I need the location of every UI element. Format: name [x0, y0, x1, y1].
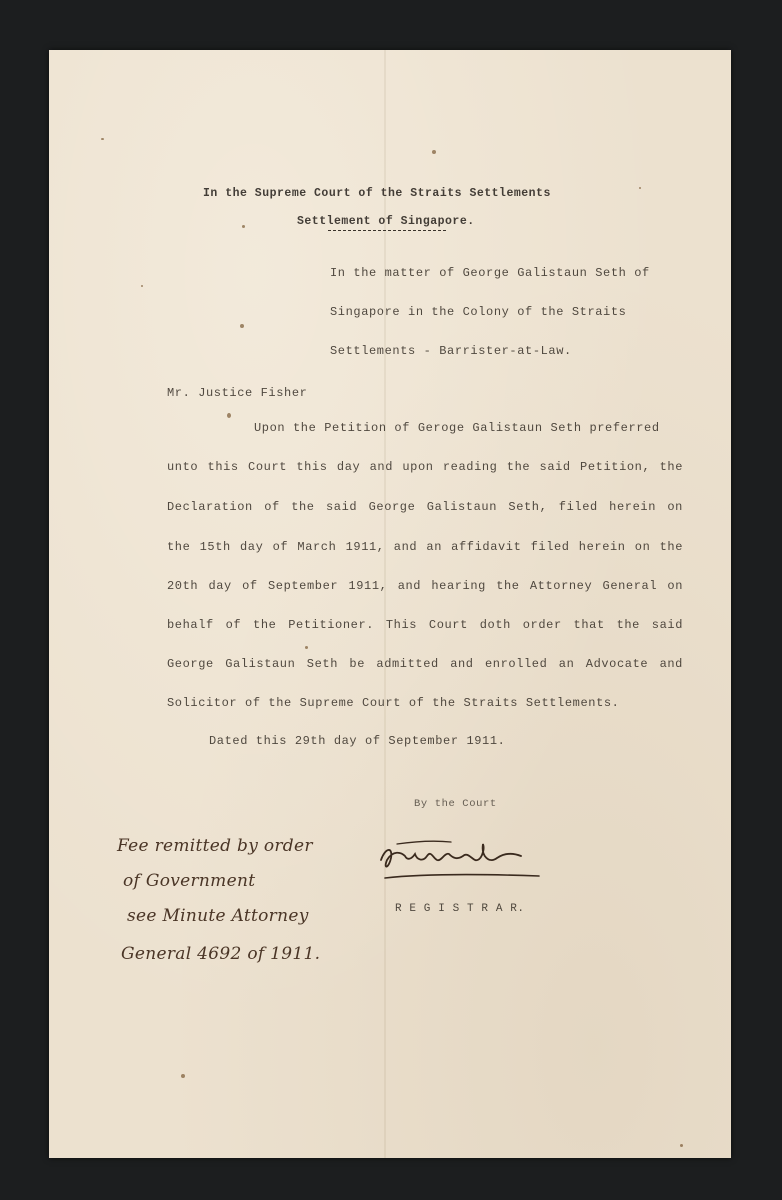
matter-line-3: Settlements - Barrister-at-Law. [330, 344, 572, 358]
body-line-2: unto this Court this day and upon reading the said Petition, the [167, 460, 683, 474]
paper-spot [181, 1074, 185, 1078]
body-line-5: 20th day of September 1911, and hearing the Attorney General on [167, 579, 683, 593]
body-line-1: Upon the Petition of Geroge Galistaun Seth preferred [254, 421, 660, 435]
dated-line: Dated this 29th day of September 1911. [209, 734, 506, 748]
paper-spot [240, 324, 244, 328]
paper-spot [141, 285, 143, 287]
settlement-heading: Settlement of Singapore. [297, 215, 475, 228]
paper-spot [242, 225, 245, 228]
paper-spot [639, 187, 641, 189]
body-line-3: Declaration of the said George Galistaun Seth, filed herein on [167, 500, 683, 514]
paper-spot [432, 150, 436, 154]
signature-graphic [371, 830, 541, 890]
paper-spot [305, 646, 308, 649]
judge-name: Mr. Justice Fisher [167, 386, 308, 400]
handwritten-note-line-3: see Minute Attorney [127, 906, 309, 926]
body-line-7: George Galistaun Seth be admitted and enrolled an Advocate and [167, 657, 683, 671]
by-the-court: By the Court [414, 798, 497, 810]
body-line-4: the 15th day of March 1911, and an affidavit filed herein on the [167, 540, 683, 554]
paper-spot [227, 413, 231, 418]
court-heading: In the Supreme Court of the Straits Settlements [203, 187, 551, 200]
body-line-6: behalf of the Petitioner. This Court doth order that the said [167, 618, 683, 632]
registrar-signature [371, 830, 541, 890]
matter-line-1: In the matter of George Galistaun Seth of [330, 266, 650, 280]
paper-spot [101, 138, 104, 140]
handwritten-note-line-4: General 4692 of 1911. [121, 944, 321, 964]
handwritten-note-line-1: Fee remitted by order [117, 836, 313, 856]
document-page [49, 50, 731, 1158]
registrar-label: R E G I S T R A R. [395, 903, 525, 915]
handwritten-note-line-2: of Government [123, 871, 256, 891]
body-line-8: Solicitor of the Supreme Court of the Straits Settlements. [167, 696, 620, 710]
heading-underline [328, 230, 446, 231]
matter-line-2: Singapore in the Colony of the Straits [330, 305, 627, 319]
paper-spot [680, 1144, 683, 1147]
